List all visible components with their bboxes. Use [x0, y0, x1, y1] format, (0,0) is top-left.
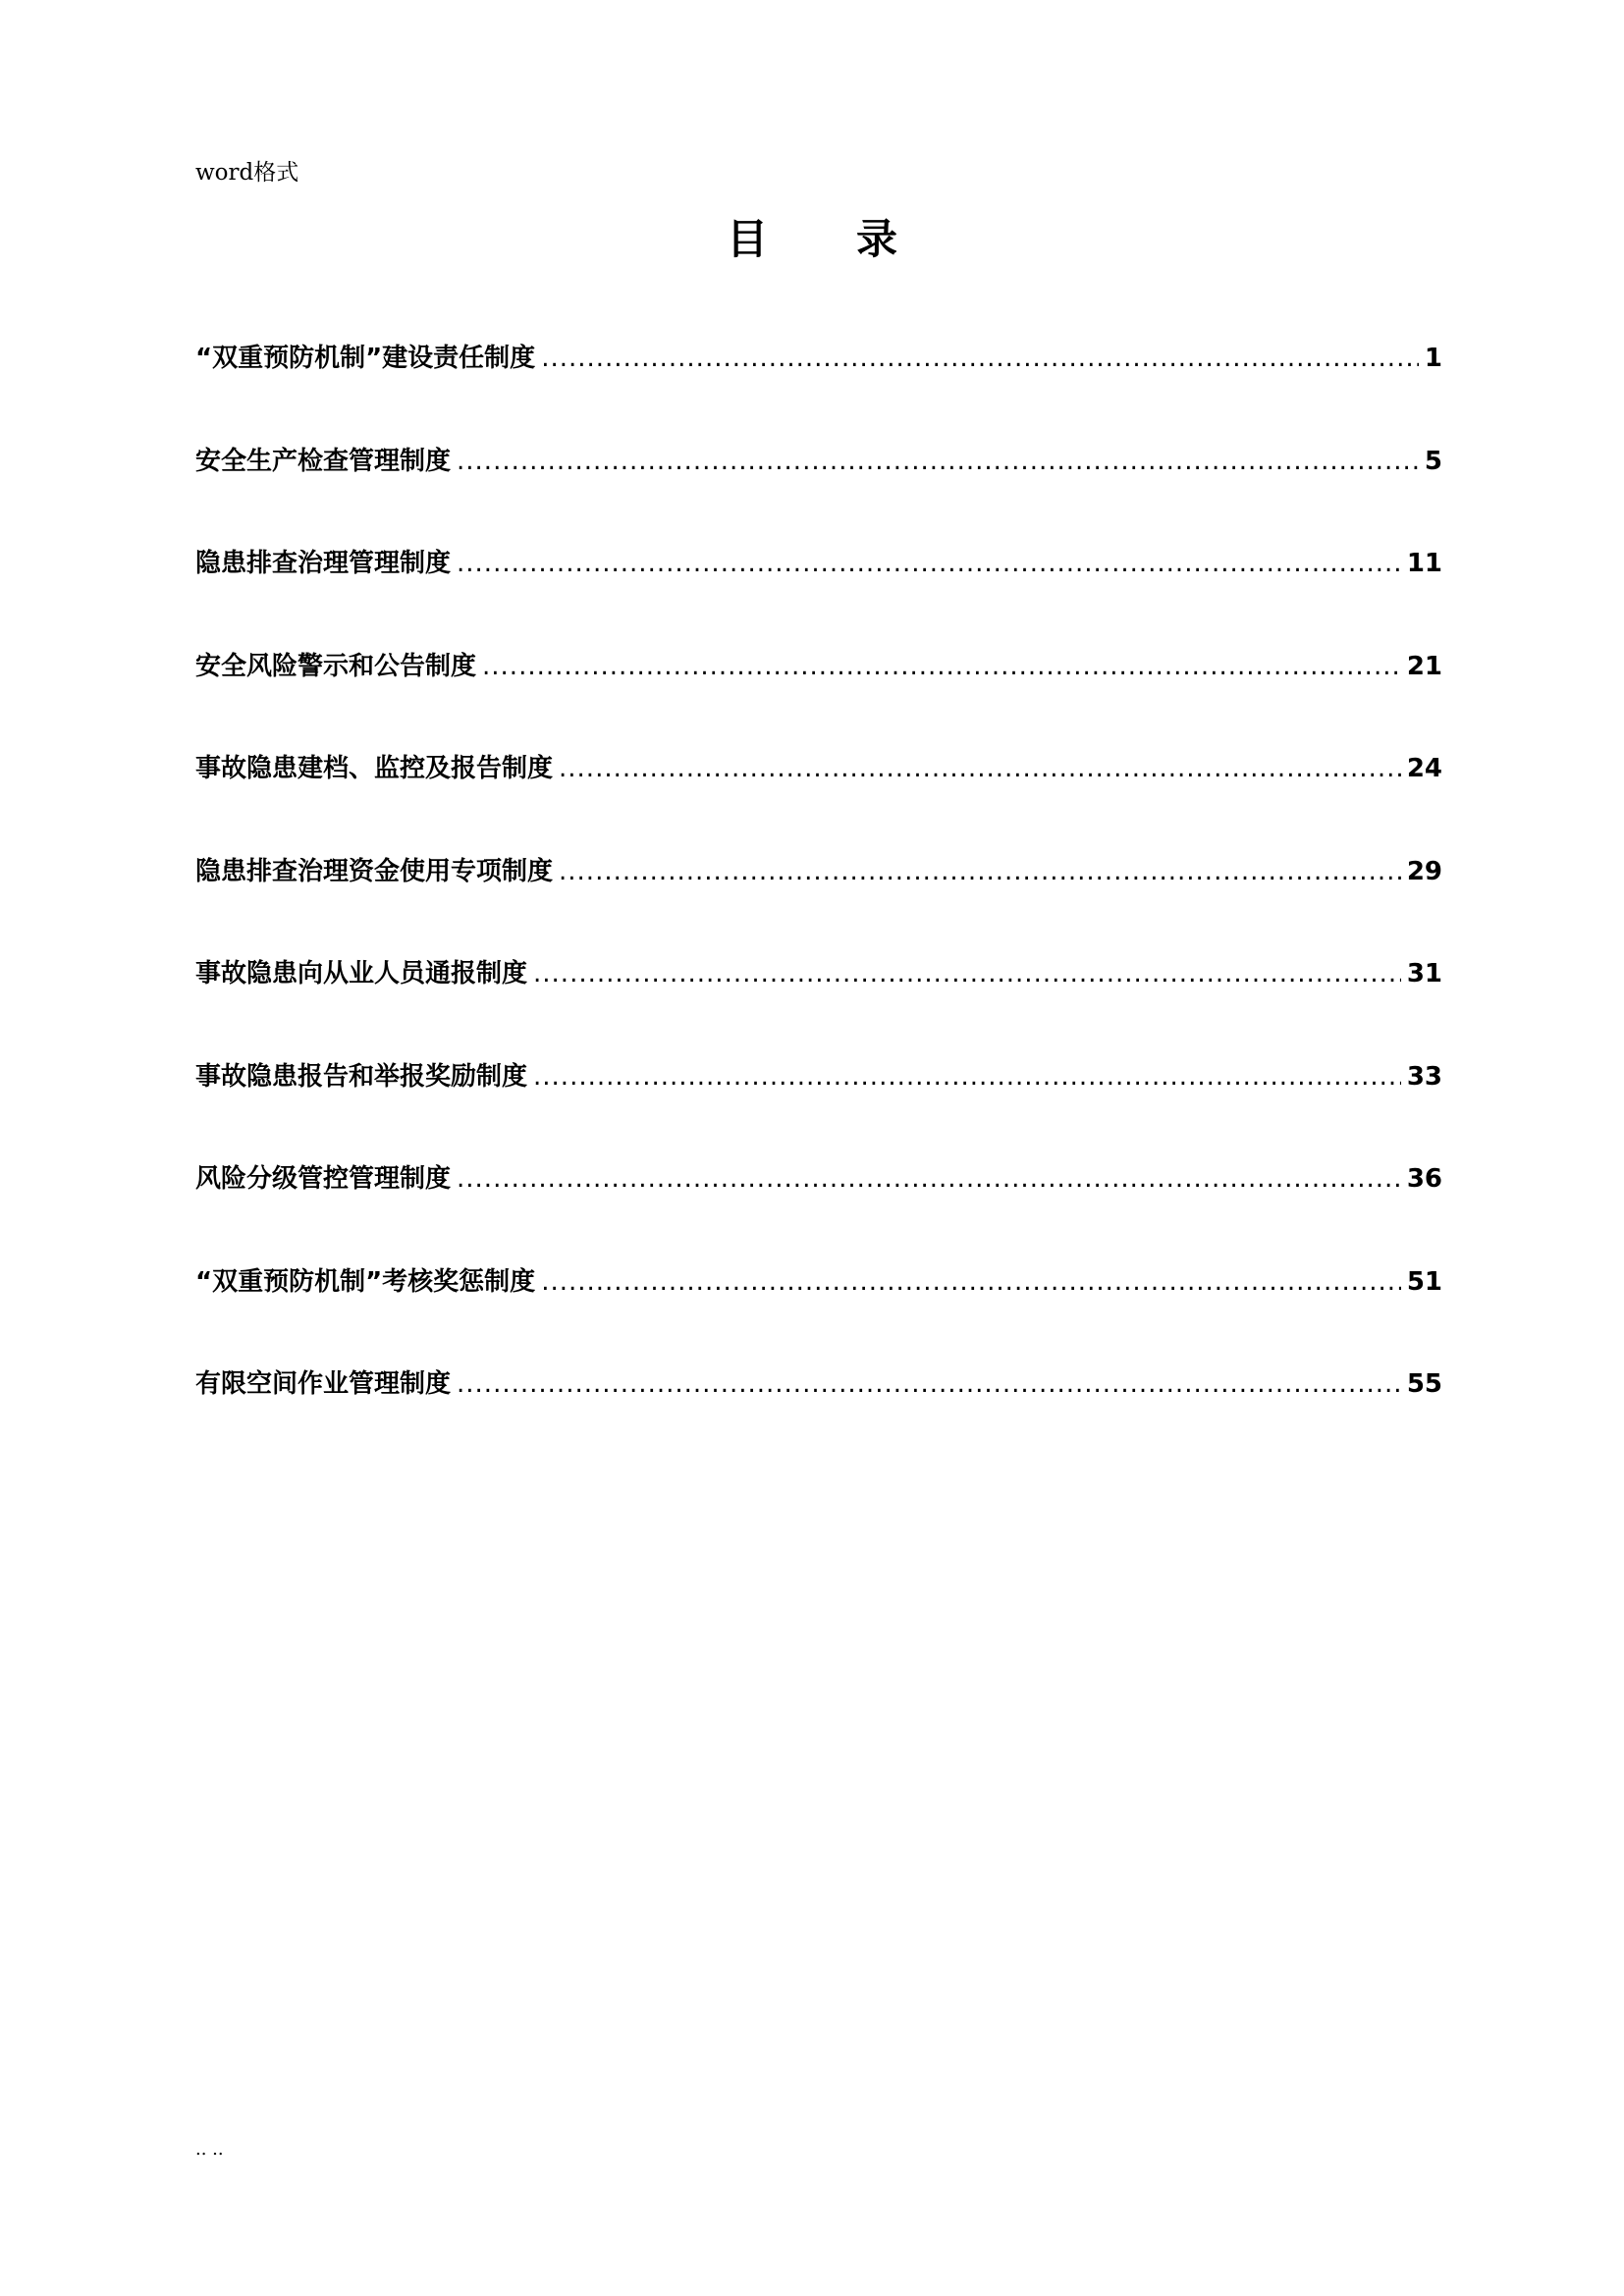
toc-dot-leader	[457, 1159, 1401, 1199]
toc-entry-title: “双重预防机制”建设责任制度	[195, 344, 536, 373]
toc-entry[interactable]	[195, 1057, 1442, 1160]
toc-entry[interactable]	[195, 442, 1442, 545]
toc-dot-leader	[533, 954, 1401, 993]
toc-entry[interactable]	[195, 647, 1442, 750]
toc-entry[interactable]	[195, 954, 1442, 1057]
toc-entry-title: 事故隐患报告和举报奖励制度	[195, 1061, 528, 1092]
toc-dot-leader	[541, 1262, 1401, 1302]
toc-page-number: 5	[1424, 446, 1442, 476]
toc-page-number: 1	[1424, 344, 1442, 373]
toc-page-number: 33	[1406, 1061, 1442, 1092]
toc-entry[interactable]	[195, 339, 1442, 442]
footer-marks: .. ..	[195, 2139, 224, 2160]
toc-entry[interactable]	[195, 1364, 1442, 1468]
toc-entry[interactable]	[195, 852, 1442, 955]
toc-dot-leader	[457, 442, 1419, 481]
toc-dot-leader	[533, 1057, 1401, 1096]
toc-entry-title: 隐患排查治理资金使用专项制度	[195, 856, 554, 886]
toc-page-number: 21	[1406, 651, 1442, 681]
toc-entry[interactable]	[195, 1159, 1442, 1262]
toc-dot-leader	[482, 647, 1401, 686]
toc-page-number: 51	[1406, 1266, 1442, 1297]
toc-dot-leader	[559, 749, 1401, 788]
toc-page-number: 29	[1406, 856, 1442, 886]
header-label: word格式	[195, 160, 299, 186]
toc-entry-title: 安全风险警示和公告制度	[195, 651, 477, 681]
toc-page-number: 55	[1406, 1369, 1442, 1399]
toc-dot-leader	[559, 852, 1401, 891]
toc-entry-title: 隐患排查治理管理制度	[195, 549, 452, 578]
toc-dot-leader	[457, 1364, 1401, 1404]
table-of-contents	[195, 339, 1442, 1468]
toc-page-number: 36	[1406, 1164, 1442, 1194]
toc-page-number: 31	[1406, 959, 1442, 988]
toc-entry[interactable]	[195, 544, 1442, 647]
toc-entry-title: 风险分级管控管理制度	[195, 1164, 452, 1194]
toc-page-number: 11	[1406, 549, 1442, 578]
toc-entry-title: 安全生产检查管理制度	[195, 446, 452, 476]
toc-entry-title: 事故隐患向从业人员通报制度	[195, 959, 528, 988]
toc-entry-title: “双重预防机制”考核奖惩制度	[195, 1266, 536, 1297]
toc-entry-title: 事故隐患建档、监控及报告制度	[195, 754, 554, 783]
toc-entry[interactable]	[195, 1262, 1442, 1365]
toc-title: 目录	[726, 215, 986, 263]
toc-dot-leader	[457, 544, 1401, 583]
toc-dot-leader	[541, 339, 1419, 378]
toc-page-number: 24	[1406, 754, 1442, 783]
toc-entry[interactable]	[195, 749, 1442, 852]
toc-entry-title: 有限空间作业管理制度	[195, 1369, 452, 1399]
